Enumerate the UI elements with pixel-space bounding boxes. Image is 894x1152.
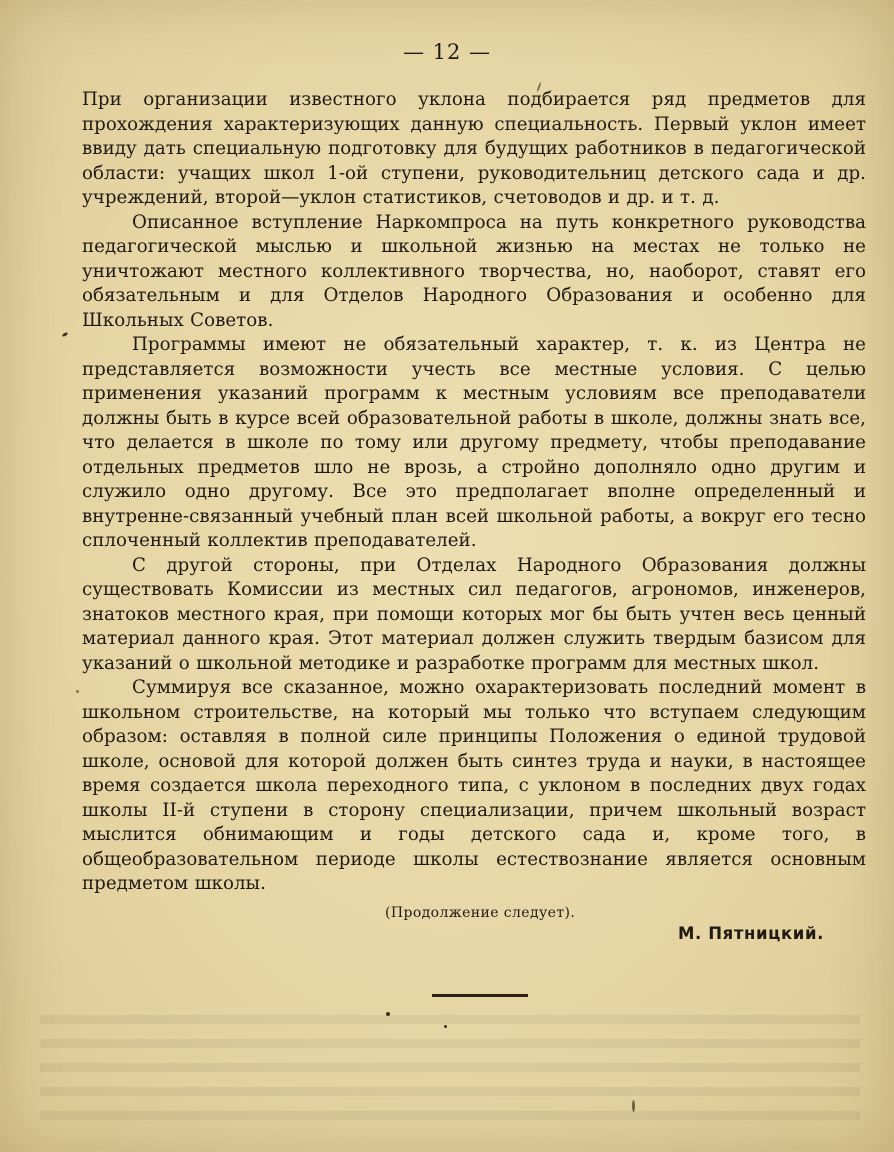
paper-speck (386, 1012, 390, 1016)
paper-speck (76, 690, 79, 693)
article-body (82, 88, 866, 897)
end-rule (432, 994, 528, 997)
paragraph: При организации известного уклона подбирается ряд предметов для прохождения характеризующих данную специальность. Первый уклон имеет ввиду дать специальную подготовку для будущих работников в педагогической области: учащих школ 1-ой ступени, руководительниц детского сада и др. учреждений, второй—уклон статистиков, счетоводов и др. и т. д. (82, 89, 866, 208)
bleed-through-texture (40, 1015, 860, 1135)
author-signature: М. Пятницкий. (678, 924, 824, 943)
paper-speck (62, 332, 69, 338)
paragraph: Описанное вступление Наркомпроса на путь конкретного руководства педагогической мыслью и школьной жизнью на местах не только не уничтожают местного коллективного творчества, но, наоборот, ставят его обязательным и для Отделов Народного Образования и особенно для Школьных Советов. (82, 211, 866, 331)
paper-speck (632, 1100, 635, 1112)
page-number: — 12 — (402, 40, 492, 64)
paper-speck (444, 1025, 447, 1028)
paragraph: Программы имеют не обязательный характер, т. к. из Центра не представляется возможности учесть все местные условия. С целью применения указаний программ к местным условиям все преподаватели должны быть в курсе всей образовательной работы в школе, должны знать все, что делается в школе по тому или другому предмету, чтобы преподавание отдельных предметов шло не врозь, а стройно дополняло одно другим и служило одно другому. Все это предполагает вполне определенный и внутренне-связанный учебный план всей школьной работы, а вокруг его тесно сплоченный коллектив преподавателей. (82, 334, 866, 551)
paragraph: Суммируя все сказанное, можно охарактеризовать последний момент в школьном строительстве, на который мы только что вступаем следующим образом: оставляя в полной силе принципы Положения о единой трудовой школе, основой для которой должен быть синтез труда и науки, в настоящее время создается школа переходного типа, с уклоном в последних двух годах школы II-й ступени в сторону специализации, причем школьный возраст мыслится обнимающим и годы детского сада и, кроме того, в общеобразовательном периоде школы естествознание является основным предметом школы. (82, 677, 866, 894)
paragraph: С другой стороны, при Отделах Народного Образования должны существовать Комиссии из местных сил педагогов, агрономов, инженеров, знатоков местного края, при помощи которых мог бы быть учтен весь ценный материал данного края. Этот материал должен служить твердым базисом для указаний о школьной методике и разработке программ для местных школ. (82, 554, 866, 674)
continuation-note: (Продолжение следует). (385, 905, 576, 921)
